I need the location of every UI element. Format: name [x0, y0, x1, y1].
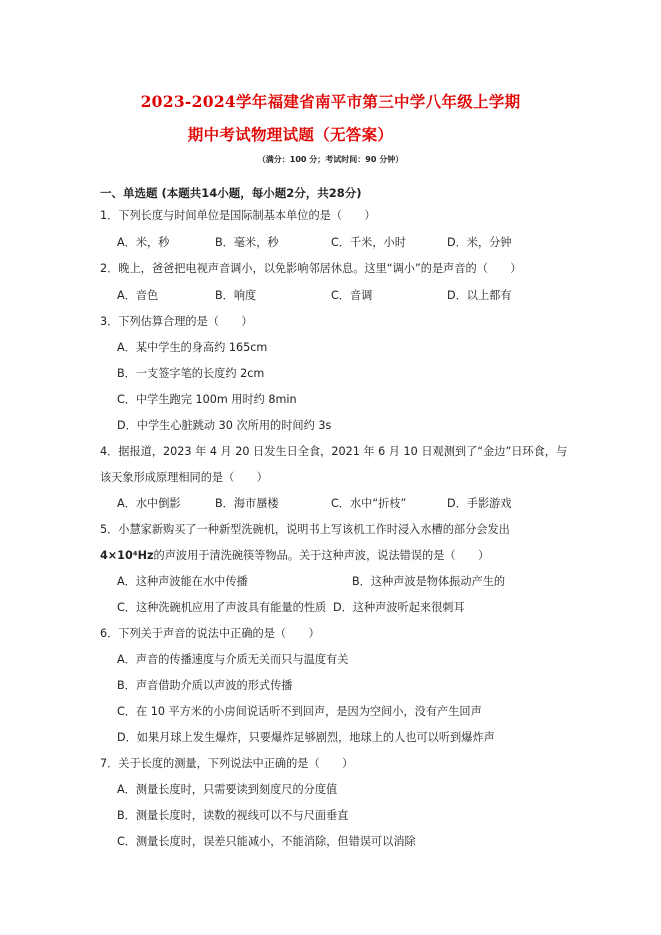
q4-option-a: A．水中倒影	[117, 497, 181, 510]
question-5-stem-line-2	[100, 547, 489, 563]
q2-option-a: A．音色	[117, 289, 159, 302]
q1-option-d: D．米，分钟	[447, 236, 512, 249]
q5-option-b: B．这种声波是物体振动产生的	[352, 575, 506, 588]
q1-option-c: C．千米，小时	[331, 236, 406, 249]
q6-option-b: B．声音借助介质以声波的形式传播	[117, 679, 293, 692]
q1-option-b: B．毫米，秒	[215, 236, 279, 249]
exam-meta: （满分：100 分；考试时间：90 分钟）	[257, 155, 404, 164]
title-line-2: 期中考试物理试题（无答案）	[187, 125, 394, 144]
question-2-stem: 2．晚上，爸爸把电视声音调小，以免影响邻居休息。这里“调小”的是声音的（ ）	[100, 262, 522, 275]
question-1-stem: 1．下列长度与时间单位是国际制基本单位的是（ ）	[100, 209, 376, 222]
frequency-value: 4×10⁴Hz	[100, 549, 154, 562]
question-3-stem: 3．下列估算合理的是（ ）	[100, 315, 253, 328]
q7-option-b: B．测量长度时，读数的视线可以不与尺面垂直	[117, 809, 349, 822]
q3-option-d: D．中学生心脏跳动 30 次所用的时间约 3s	[117, 419, 332, 432]
q6-option-d: D．如果月球上发生爆炸，只要爆炸足够剧烈，地球上的人也可以听到爆炸声	[117, 731, 495, 744]
q4-option-d: D．手影游戏	[447, 497, 512, 510]
q5-option-c: C．这种洗碗机应用了声波具有能量的性质	[117, 601, 327, 614]
q5-option-a: A．这种声波能在水中传播	[117, 575, 248, 588]
title-line-1: 2023-2024学年福建省南平市第三中学八年级上学期	[140, 92, 521, 111]
question-5-stem-line-1: 5．小慧家新购买了一种新型洗碗机，说明书上写该机工作时浸入水槽的部分会发出	[100, 523, 510, 536]
question-7-stem: 7．关于长度的测量，下列说法中正确的是（ ）	[100, 757, 354, 770]
q3-option-c: C．中学生跑完 100m 用时约 8min	[117, 393, 297, 406]
q5-option-d: D．这种声波听起来很刺耳	[333, 601, 465, 614]
q1-option-a: A．米，秒	[117, 236, 170, 249]
q6-option-a: A．声音的传播速度与介质无关而只与温度有关	[117, 653, 349, 666]
q3-option-b: B．一支签字笔的长度约 2cm	[117, 367, 265, 380]
q7-option-a: A．测量长度时，只需要读到刻度尺的分度值	[117, 783, 338, 796]
section-heading: 一、单选题 (本题共14小题，每小题2分，共28分)	[100, 186, 362, 200]
q7-option-c: C．测量长度时，误差只能减小，不能消除，但错误可以消除	[117, 835, 416, 848]
question-5-stem-rest: 的声波用于清洗碗筷等物品。关于这种声波，说法错误的是（ ）	[153, 549, 490, 562]
q6-option-c: C．在 10 平方米的小房间说话听不到回声，是因为空间小，没有产生回声	[117, 705, 482, 718]
q4-option-c: C．水中“折枝”	[331, 497, 407, 510]
question-4-stem-line-2: 该天象形成原理相同的是（ ）	[100, 471, 268, 484]
q2-option-d: D．以上都有	[447, 289, 512, 302]
q2-option-b: B．响度	[215, 289, 257, 302]
q3-option-a: A．某中学生的身高约 165cm	[117, 341, 268, 354]
question-6-stem: 6．下列关于声音的说法中正确的是（ ）	[100, 627, 320, 640]
q2-option-c: C．音调	[331, 289, 373, 302]
question-4-stem-line-1: 4．据报道，2023 年 4 月 20 日发生日全食，2021 年 6 月 10 日观测到了“金边”日环食，与	[100, 445, 568, 458]
q4-option-b: B．海市蜃楼	[215, 497, 279, 510]
